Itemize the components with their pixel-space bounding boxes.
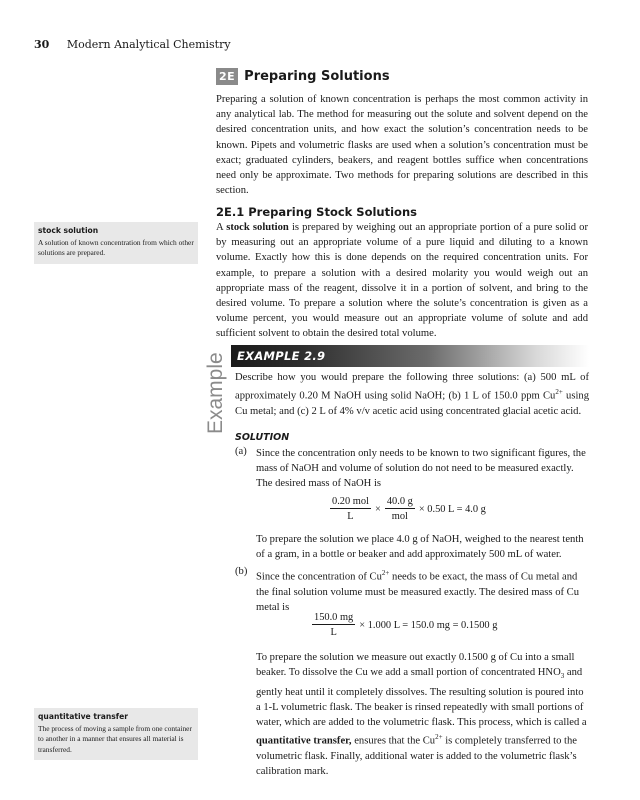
fraction: [312, 612, 355, 638]
para-text: using Cu metal; and (c) 2 L of 4% v/v acetic acid using concentrated glacial acetic acid.: [235, 390, 589, 417]
superscript: 2+: [555, 388, 563, 397]
fraction: [385, 496, 415, 522]
subscript: 3: [560, 672, 565, 681]
example-problem: [235, 370, 589, 419]
superscript: 2+: [435, 733, 443, 742]
numerator: 40.0 g: [386, 496, 413, 507]
part-b-text: [256, 566, 588, 615]
margin-note-stock-solution: [34, 222, 198, 264]
superscript: 2+: [381, 569, 390, 577]
margin-note-term: stock solution: [38, 226, 99, 235]
equation-result: × 1.000 L = 150.0 mg = 0.1500 g: [359, 619, 498, 631]
section-number-badge: 2E: [216, 68, 238, 85]
running-title: Modern Analytical Chemistry: [66, 38, 231, 51]
solution-label: SOLUTION: [235, 432, 290, 443]
key-term: quantitative transfer,: [256, 735, 352, 747]
numerator: 150.0 mg: [314, 612, 354, 623]
para-text: is completely transferred to the volumetric flask. Finally, additional water is added to the volumetric flask’s calibration mark.: [256, 735, 577, 778]
part-a-text: Since the concentration only needs to be known to two significant figures, the mass of NaOH and volume of solution do not need to be measured exactly. The desired mass of NaOH is: [256, 448, 586, 490]
times-operator: ×: [374, 503, 381, 515]
margin-note-term: quantitative transfer: [38, 712, 128, 721]
part-b-marker: (b): [235, 566, 248, 577]
margin-note-definition: A solution of known concentration from which other solutions are prepared.: [38, 237, 194, 257]
denominator: L: [347, 511, 354, 522]
example-banner: [231, 345, 589, 367]
subsection-title: 2E.1 Preparing Stock Solutions: [216, 205, 417, 219]
equation-cu-mass: [312, 612, 501, 638]
part-a-marker: (a): [235, 446, 247, 457]
intro-paragraph: Preparing a solution of known concentration is perhaps the most common activity in any analytical lab. The method for measuring out the solute and solvent depend on the desired concentration units, and how exact the solution’s concentration needs to be known. Pipets and volumetric flasks are used when a solution’s concentration must be exact; graduated cylinders, beakers, and reagent bottles suffice when concentrations need only be approximate. Two methods for preparing solutions are described in this section.: [216, 94, 588, 197]
page-number: 30: [34, 38, 50, 51]
para-text: To prepare the solution we measure out exactly 0.1500 g of Cu into a small beaker. To dissolve the Cu we add a small portion of concentrated HNO: [256, 652, 575, 679]
para-text: ensures that the Cu: [351, 735, 436, 747]
section-heading: [216, 68, 390, 85]
numerator: 0.20 mol: [332, 496, 369, 507]
para-text: Since the concentration of Cu: [256, 571, 382, 583]
part-b-conclusion: [256, 650, 588, 779]
para-text: and gently heat until it completely dissolves. The resulting solution is poured into a 1-L volumetric flask. The beaker is rinsed repeatedly with small portions of water, which are added to the volumetric flask. This process, which is called a: [256, 667, 587, 728]
example-label: EXAMPLE 2.9: [237, 349, 326, 363]
stock-solution-paragraph: [216, 220, 588, 342]
fraction: [330, 496, 371, 522]
page-header: [34, 38, 231, 51]
section-title: Preparing Solutions: [244, 69, 390, 84]
equation-naoh-mass: [330, 496, 490, 522]
key-term: stock solution: [226, 222, 289, 233]
para-text: is prepared by weighing out an appropriate portion of a pure solid or by measuring out an appropriate volume of a pure liquid and diluting to a known volume. Exactly how this is done depends on the required concentration units. For example, to prepare a solution with a desired molarity you would weigh out an appropriate mass of the reagent, dissolve it in a portion of solvent, and bring to the desired volume. To prepare a solution where the solute’s concentration is given as a volume percent, you would measure out an appropriate volume of solute and add sufficient solvent to obtain the desired total volume.: [216, 222, 588, 340]
denominator: mol: [391, 511, 408, 522]
equation-result: × 0.50 L = 4.0 g: [418, 503, 486, 515]
para-text: A: [216, 222, 227, 233]
para-text: needs to be exact, the mass of Cu metal and the final solution volume must be measured exactly. The desired mass of Cu metal is: [256, 571, 580, 613]
margin-note-definition: The process of moving a sample from one container to another in a manner that ensures all material is transferred.: [38, 723, 192, 754]
example-vertical-label: [203, 342, 229, 437]
part-a-conclusion: To prepare the solution we place 4.0 g of NaOH, weighed to the nearest tenth of a gram, in a bottle or beaker and add approximately 500 mL of water.: [256, 534, 584, 561]
denominator: L: [330, 627, 337, 638]
example-vertical-text: Example: [204, 352, 227, 434]
margin-note-quantitative-transfer: [34, 708, 198, 760]
para-text: Describe how you would prepare the following three solutions: (a) 500 mL of approximately 0.20 M NaOH using solid NaOH; (b) 1 L of 150.0 ppm Cu: [235, 372, 589, 402]
